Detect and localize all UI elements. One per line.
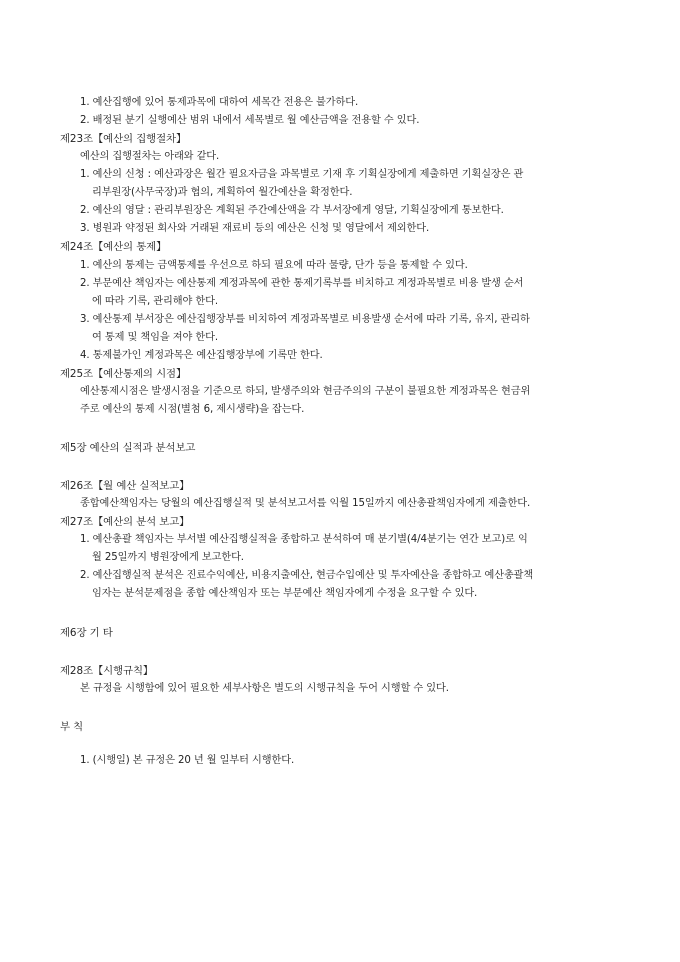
chapter-heading: 제6장 기 타 <box>60 627 113 639</box>
list-item: 2. 배정된 분기 실행예산 범위 내에서 세목별로 월 예산금액을 전용할 수 있다. <box>80 115 420 126</box>
paragraph-continuation: 주로 예산의 통제 시점(별첨 6, 제시생략)을 잡는다. <box>80 404 305 415</box>
list-item: 1. (시행일) 본 규정은 20 년 월 일부터 시행한다. <box>80 755 295 766</box>
supplementary-heading: 부 칙 <box>60 721 84 733</box>
list-item: 3. 병원과 약정된 회사와 거래된 재료비 등의 예산은 신청 및 영달에서 제외한다. <box>80 223 430 234</box>
list-item-continuation: 월 25일까지 병원장에게 보고한다. <box>92 552 244 563</box>
paragraph: 본 규정을 시행함에 있어 필요한 세부사항은 별도의 시행규칙을 두어 시행할 수 있다. <box>80 683 449 694</box>
list-item: 1. 예산집행에 있어 통제과목에 대하여 세목간 전용은 불가하다. <box>80 97 359 108</box>
article-heading: 제28조【시행규칙】 <box>60 665 154 677</box>
list-item: 1. 예산의 통제는 금액통제를 우선으로 하되 필요에 따라 물량, 단가 등을 통제할 수 있다. <box>80 260 468 271</box>
article-heading: 제27조【예산의 분석 보고】 <box>60 516 190 528</box>
paragraph: 예산의 집행절차는 아래와 같다. <box>80 151 220 162</box>
list-item: 4. 통제불가인 계정과목은 예산집행장부에 기록만 한다. <box>80 350 323 361</box>
article-heading: 제25조【예산통제의 시점】 <box>60 368 187 380</box>
list-item: 2. 예산의 영달 : 관리부원장은 계획된 주간예산액을 각 부서장에게 영달, 기획실장에게 통보한다. <box>80 205 504 216</box>
list-item: 3. 예산통제 부서장은 예산집행장부를 비치하여 계정과목별로 비용발생 순서에 따라 기록, 유지, 관리하 <box>80 314 530 325</box>
list-item: 2. 부문예산 책임자는 예산통제 계정과목에 관한 통제기록부를 비치하고 계정과목별로 비용 발생 순서 <box>80 278 524 289</box>
list-item-continuation: 여 통제 및 책임을 져야 한다. <box>92 332 218 343</box>
article-heading: 제26조【월 예산 실적보고】 <box>60 480 190 492</box>
list-item: 2. 예산집행실적 분석은 진료수익예산, 비용지출예산, 현금수입예산 및 투자예산을 종합하고 예산총괄책 <box>80 570 534 581</box>
list-item: 1. 예산의 신청 : 예산과장은 월간 필요자금을 과목별로 기재 후 기획실장에게 제출하면 기획실장은 관 <box>80 169 524 180</box>
article-heading: 제24조【예산의 통제】 <box>60 241 167 253</box>
list-item-continuation: 임자는 분석문제점을 종합 예산책임자 또는 부문예산 책임자에게 수정을 요구할 수 있다. <box>92 588 478 599</box>
paragraph: 예산통제시점은 발생시점을 기준으로 하되, 발생주의와 현금주의의 구분이 불필요한 계정과목은 현금위 <box>80 386 531 397</box>
list-item-continuation: 리부원장(사무국장)과 협의, 계획하여 월간예산을 확정한다. <box>92 187 353 198</box>
chapter-heading: 제5장 예산의 실적과 분석보고 <box>60 442 196 454</box>
list-item: 1. 예산총괄 책임자는 부서별 예산집행실적을 종합하고 분석하여 매 분기별(4/4분기는 연간 보고)로 익 <box>80 534 528 545</box>
paragraph: 종합예산책임자는 당월의 예산집행실적 및 분석보고서를 익월 15일까지 예산총괄책임자에게 제출한다. <box>80 498 531 509</box>
article-heading: 제23조【예산의 집행절차】 <box>60 133 187 145</box>
list-item-continuation: 에 따라 기록, 관리해야 한다. <box>92 296 218 307</box>
